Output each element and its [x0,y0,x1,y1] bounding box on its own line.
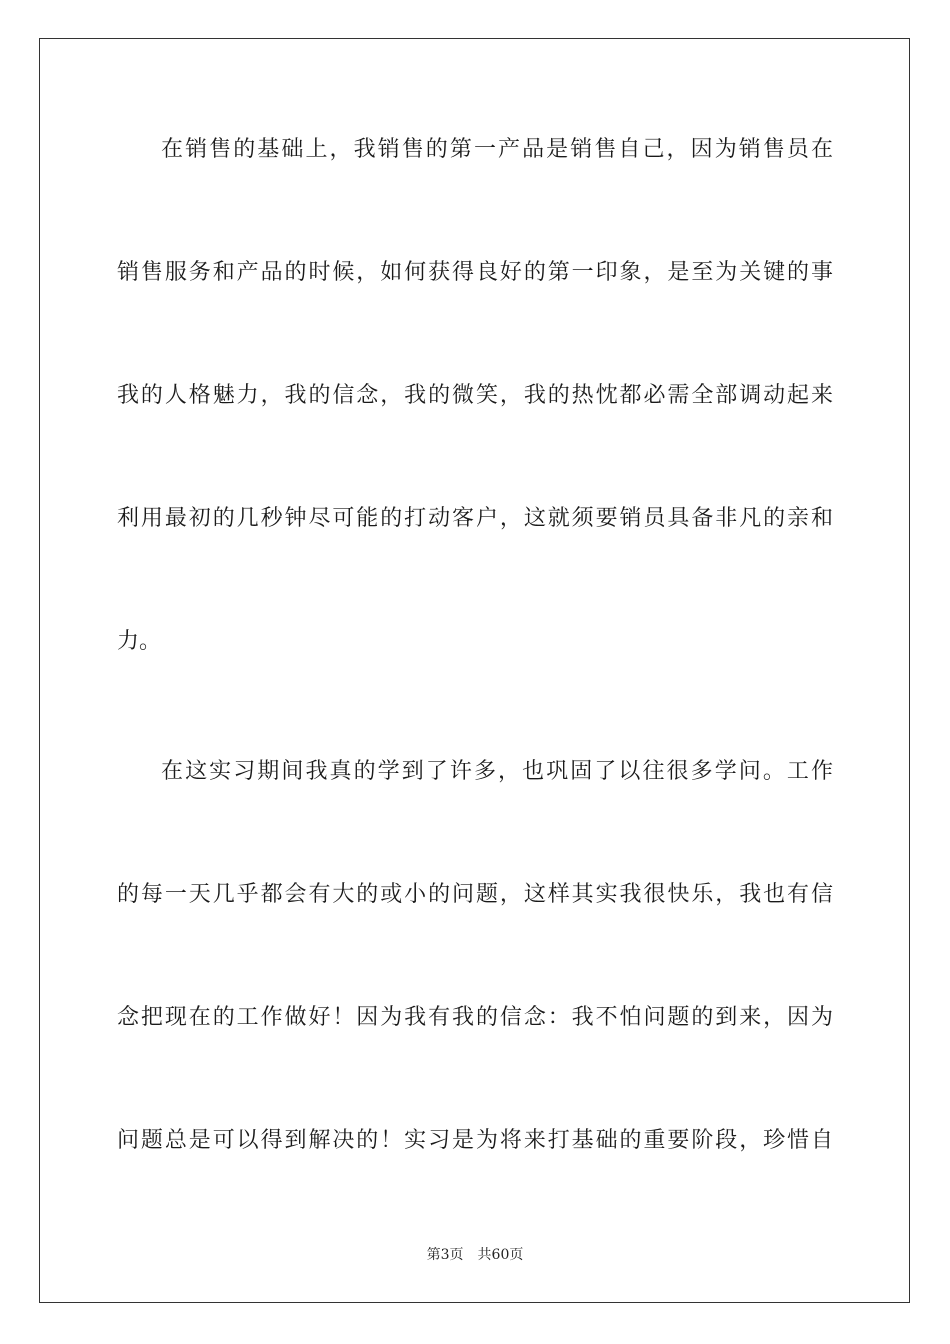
text-line: 销售服务和产品的时候，如何获得良好的第一印象，是至为关键的事 [117,260,833,285]
text-line: 力。 [117,629,162,654]
page-footer [0,1246,950,1264]
page-total: 共60页 [477,1247,524,1263]
text-line: 在销售的基础上，我销售的第一产品是销售自己，因为销售员在 [161,137,833,162]
page-frame [39,38,910,1303]
text-line: 利用最初的几秒钟尽可能的打动客户，这就须要销员具备非凡的亲和 [117,506,833,531]
text-line: 问题总是可以得到解决的！实习是为将来打基础的重要阶段，珍惜自 [117,1128,833,1153]
page-number: 第3页 [426,1247,464,1263]
text-line: 我的人格魅力，我的信念，我的微笑，我的热忱都必需全部调动起来 [117,383,833,408]
text-line: 的每一天几乎都会有大的或小的问题，这样其实我很快乐，我也有信 [117,882,833,907]
text-line: 念把现在的工作做好！因为我有我的信念：我不怕问题的到来，因为 [117,1005,833,1030]
text-line: 在这实习期间我真的学到了许多，也巩固了以往很多学问。工作 [161,759,833,784]
